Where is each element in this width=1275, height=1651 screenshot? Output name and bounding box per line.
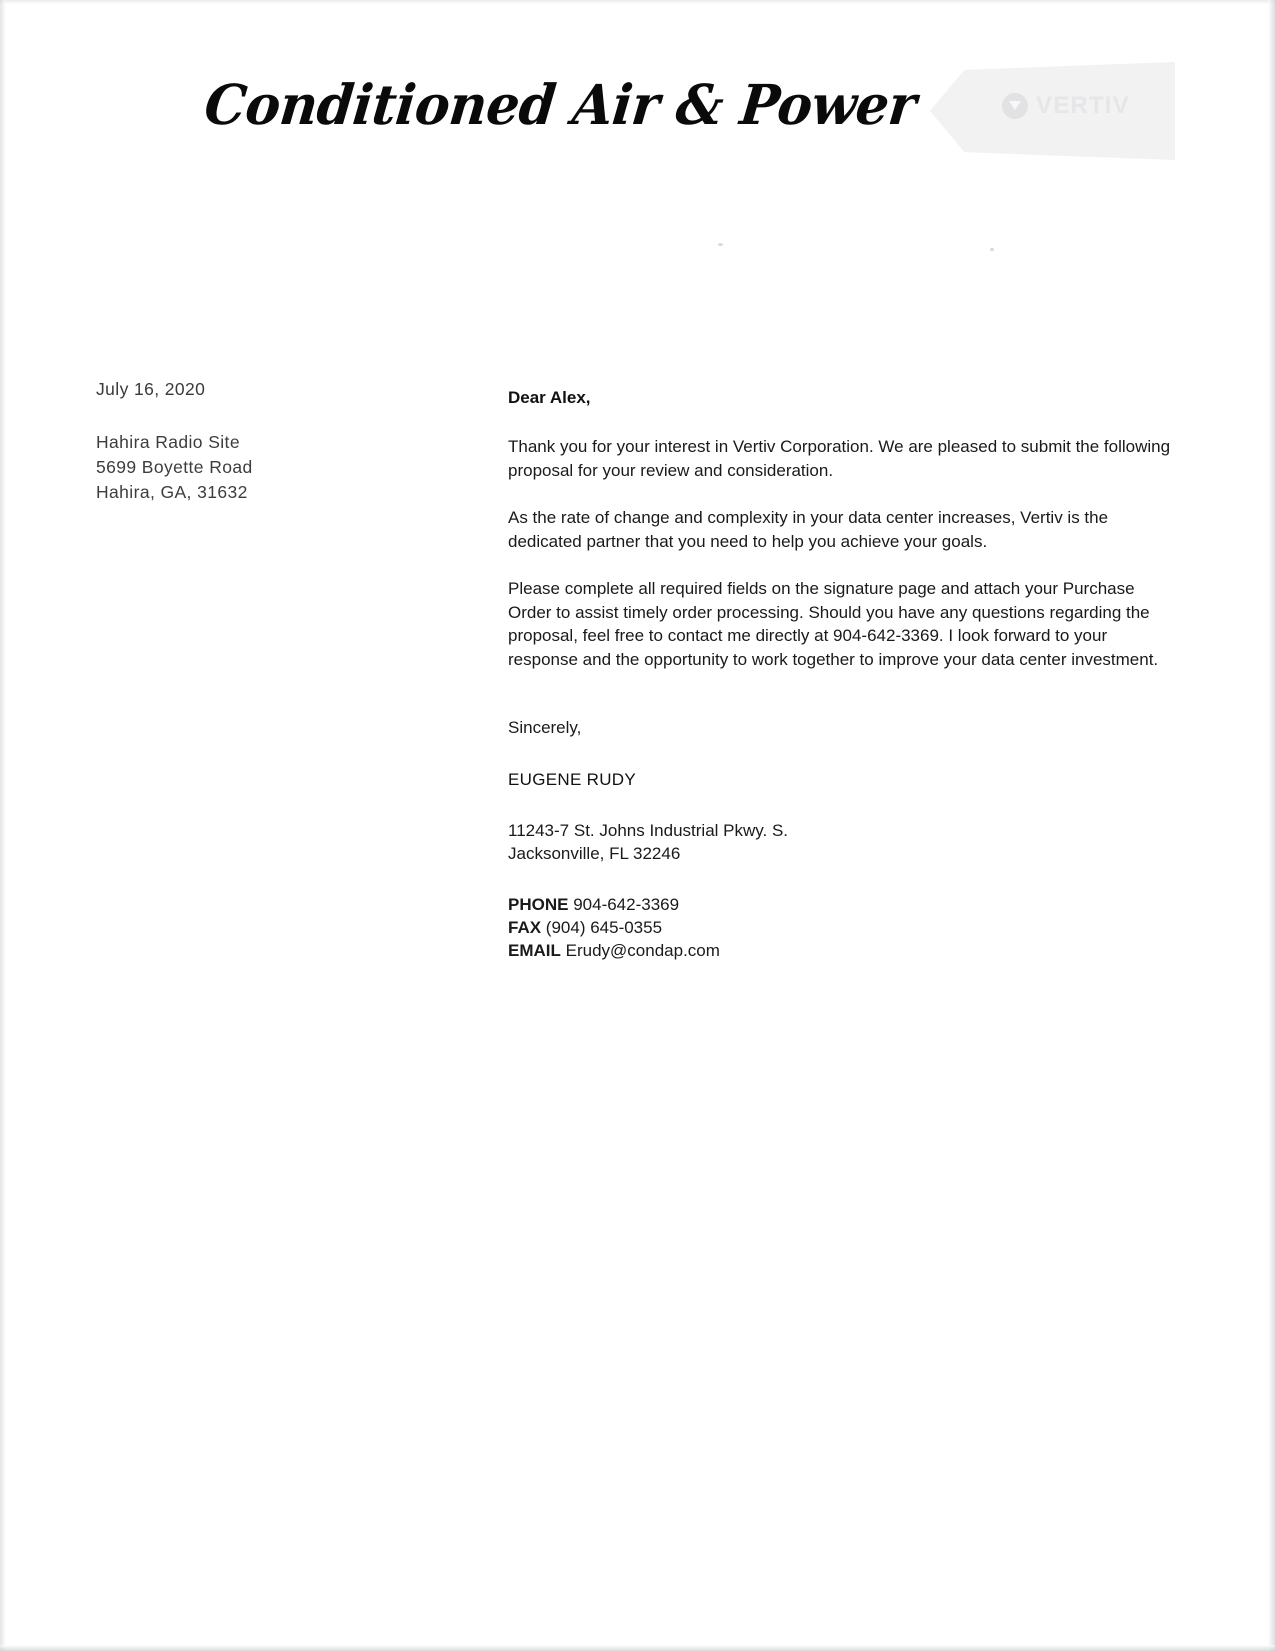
vertiv-logo-group	[1002, 92, 1130, 120]
scan-edge-left	[0, 0, 6, 1651]
letter-paragraph-2: As the rate of change and complexity in your data center increases, Vertiv is the dedicated partner that you need to help you achieve your goals.	[508, 508, 1109, 551]
email-label: EMAIL	[508, 941, 561, 960]
letter-date: July 16, 2020	[96, 379, 206, 399]
recipient-city-state-zip: Hahira, GA, 31632	[96, 482, 248, 502]
letter-paragraph-1: Thank you for your interest in Vertiv Corporation. We are pleased to submit the following proposal for your review and consideration.	[508, 437, 1171, 480]
scan-speckle	[990, 248, 994, 251]
scan-edge-top	[0, 0, 1275, 4]
phone-label: PHONE	[508, 895, 569, 914]
company-letterhead-title: Conditioned Air & Power	[201, 73, 919, 138]
fax-label: FAX	[508, 918, 542, 937]
contact-email-row	[508, 939, 1028, 962]
email-value: Erudy@condap.com	[565, 941, 720, 960]
vertiv-logo-watermark	[930, 62, 1175, 160]
scan-edge-right	[1268, 0, 1275, 1651]
date-and-recipient-block	[96, 378, 426, 505]
sender-address-line-1: 11243-7 St. Johns Industrial Pkwy. S.	[508, 821, 789, 840]
phone-value: 904-642-3369	[573, 895, 680, 914]
signer-name: EUGENE RUDY	[508, 770, 636, 789]
sender-address	[508, 819, 1028, 865]
signature-closing: Sincerely,	[508, 718, 582, 737]
signature-block	[508, 716, 1028, 962]
letter-salutation: Dear Alex,	[508, 388, 591, 407]
recipient-name: Hahira Radio Site	[96, 432, 240, 452]
letter-body	[508, 388, 1173, 671]
letter-paragraph-3: Please complete all required fields on the signature page and attach your Purchase Order to assist timely order processing. Should you have any questions regarding the proposal, feel free to contact me directly at 904-642-3369. I look forward to your response and the opportunity to work together to improve your data center investment.	[508, 579, 1159, 669]
sender-address-line-2: Jacksonville, FL 32246	[508, 844, 681, 863]
fax-value: (904) 645-0355	[545, 918, 663, 937]
contact-fax-row	[508, 916, 1028, 939]
scan-speckle	[718, 243, 723, 246]
vertiv-wordmark: VERTIV	[1036, 92, 1130, 119]
vertiv-chevron-icon	[1002, 93, 1028, 119]
contact-phone-row	[508, 893, 1028, 916]
recipient-street: 5699 Boyette Road	[96, 457, 253, 477]
scan-edge-bottom	[0, 1645, 1275, 1651]
